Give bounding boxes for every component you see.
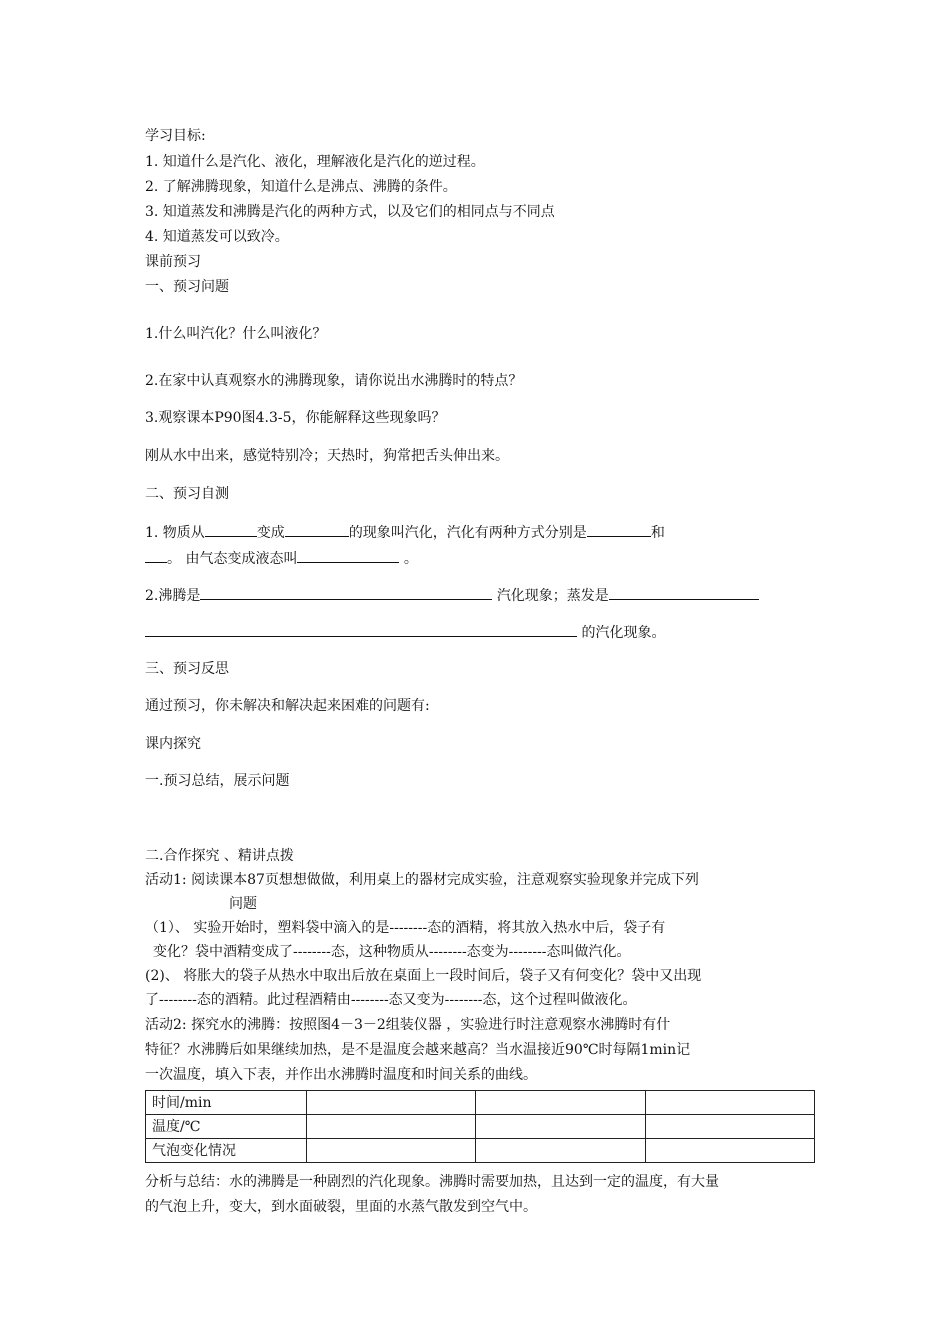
fill-1-text-f: 由气态变成液态叫 (185, 551, 298, 567)
fill-1-text-g: 。 (403, 551, 418, 567)
table-cell[interactable] (645, 1139, 814, 1163)
blank-liquefaction[interactable] (297, 548, 399, 563)
fill-1-text-e: 。 (167, 551, 181, 567)
table-cell[interactable] (645, 1091, 814, 1115)
preview-section-3-title: 三、预习反思 (145, 661, 229, 677)
preview-title: 课前预习 (145, 254, 201, 270)
step-2-line-1: (2)、 将胀大的袋子从热水中取出后放在桌面上一段时间后，袋子又有何变化？袋中又出现 (145, 968, 702, 984)
self-test-fill-2-cont (145, 622, 665, 643)
row-header-bubbles: 气泡变化情况 (146, 1139, 307, 1163)
table-row (146, 1091, 815, 1115)
blank-method-2[interactable] (145, 548, 167, 563)
preview-section-1-title: 一、预习问题 (145, 279, 229, 295)
table-cell[interactable] (307, 1139, 476, 1163)
self-test-fill-2 (145, 585, 759, 606)
fill-2-text-b: 汽化现象；蒸发是 (496, 588, 609, 604)
activity-2-line-3: 一次温度，填入下表，并作出水沸腾时温度和时间关系的曲线。 (145, 1067, 537, 1083)
objective-2: 2. 了解沸腾现象，知道什么是沸点、沸腾的条件。 (145, 179, 457, 195)
activity-2-line-2: 特征？水沸腾后如果继续加热，是不是温度会越来越高？当水温接近90℃时每隔1min记 (145, 1042, 691, 1058)
table-row (146, 1115, 815, 1139)
activity-1-line-2: 问题 (229, 896, 257, 912)
summary-line-2: 的气泡上升，变大，到水面破裂，里面的水蒸气散发到空气中。 (145, 1199, 537, 1215)
blank-evaporation-definition-b[interactable] (145, 622, 577, 637)
blank-evaporation-definition-a[interactable] (609, 585, 759, 600)
table-cell[interactable] (476, 1091, 645, 1115)
blank-to-state[interactable] (285, 522, 349, 537)
preview-question-3-detail: 刚从水中出来，感觉特别冷；天热时，狗常把舌头伸出来。 (145, 448, 509, 464)
inclass-part-2-title: 二.合作探究 、精讲点拨 (145, 848, 294, 864)
objective-1: 1. 知道什么是汽化、液化，理解液化是汽化的逆过程。 (145, 154, 485, 170)
table-row (146, 1139, 815, 1163)
table-cell[interactable] (476, 1115, 645, 1139)
table-cell[interactable] (476, 1139, 645, 1163)
table-cell[interactable] (307, 1091, 476, 1115)
fill-2-text-c: 的汽化现象。 (581, 625, 666, 641)
summary-line-1: 分析与总结：水的沸腾是一种剧烈的汽化现象。沸腾时需要加热，且达到一定的温度，有大量 (145, 1174, 719, 1190)
self-test-fill-1 (145, 522, 665, 543)
inclass-title: 课内探究 (145, 736, 201, 752)
objective-3: 3. 知道蒸发和沸腾是汽化的两种方式，以及它们的相同点与不同点 (145, 204, 555, 220)
table-cell[interactable] (307, 1115, 476, 1139)
table-cell[interactable] (645, 1115, 814, 1139)
activity-1-line-1: 活动1: 阅读课本87页想想做做，利用桌上的器材完成实验，注意观察实验现象并完成下列 (145, 872, 699, 888)
row-header-temperature: 温度/℃ (146, 1115, 307, 1139)
preview-question-2: 2.在家中认真观察水的沸腾现象，请你说出水沸腾时的特点？ (145, 373, 523, 389)
preview-section-2-title: 二、预习自测 (145, 486, 229, 502)
blank-boiling-definition[interactable] (200, 585, 492, 600)
preview-question-3: 3.观察课本P90图4.3-5，你能解释这些现象吗？ (145, 410, 446, 426)
inclass-part-1-title: 一.预习总结，展示问题 (145, 773, 290, 789)
fill-2-text-a: 2.沸腾是 (145, 588, 201, 604)
blank-from-state[interactable] (205, 522, 257, 537)
self-test-fill-1-cont (145, 548, 418, 569)
row-header-time: 时间/min (146, 1091, 307, 1115)
step-1-line-2: 变化？袋中酒精变成了--------态，这种物质从--------态变为--------态叫做汽化。 (153, 944, 631, 960)
objectives-heading: 学习目标: (145, 128, 206, 144)
step-2-line-2: 了--------态的酒精。此过程酒精由--------态又变为--------态，这个过程叫做液化。 (145, 992, 637, 1008)
fill-1-text-d: 和 (650, 525, 665, 541)
objective-4: 4. 知道蒸发可以致冷。 (145, 229, 289, 245)
preview-question-1: 1.什么叫汽化？什么叫液化？ (145, 326, 327, 342)
activity-2-line-1: 活动2: 探究水的沸腾：按照图4－3－2组装仪器 ，实验进行时注意观察水沸腾时有什 (145, 1017, 671, 1033)
fill-1-text-b: 变成 (256, 525, 285, 541)
preview-reflection: 通过预习，你未解决和解决起来困难的问题有: (145, 698, 430, 714)
boiling-data-table (145, 1090, 815, 1163)
fill-1-text-c: 的现象叫汽化，汽化有两种方式分别是 (348, 525, 587, 541)
step-1-line-1: （1）、 实验开始时，塑料袋中滴入的是--------态的酒精，将其放入热水中后，袋子有 (145, 920, 666, 936)
fill-1-text-a: 1. 物质从 (145, 525, 205, 541)
blank-method-1[interactable] (587, 522, 651, 537)
